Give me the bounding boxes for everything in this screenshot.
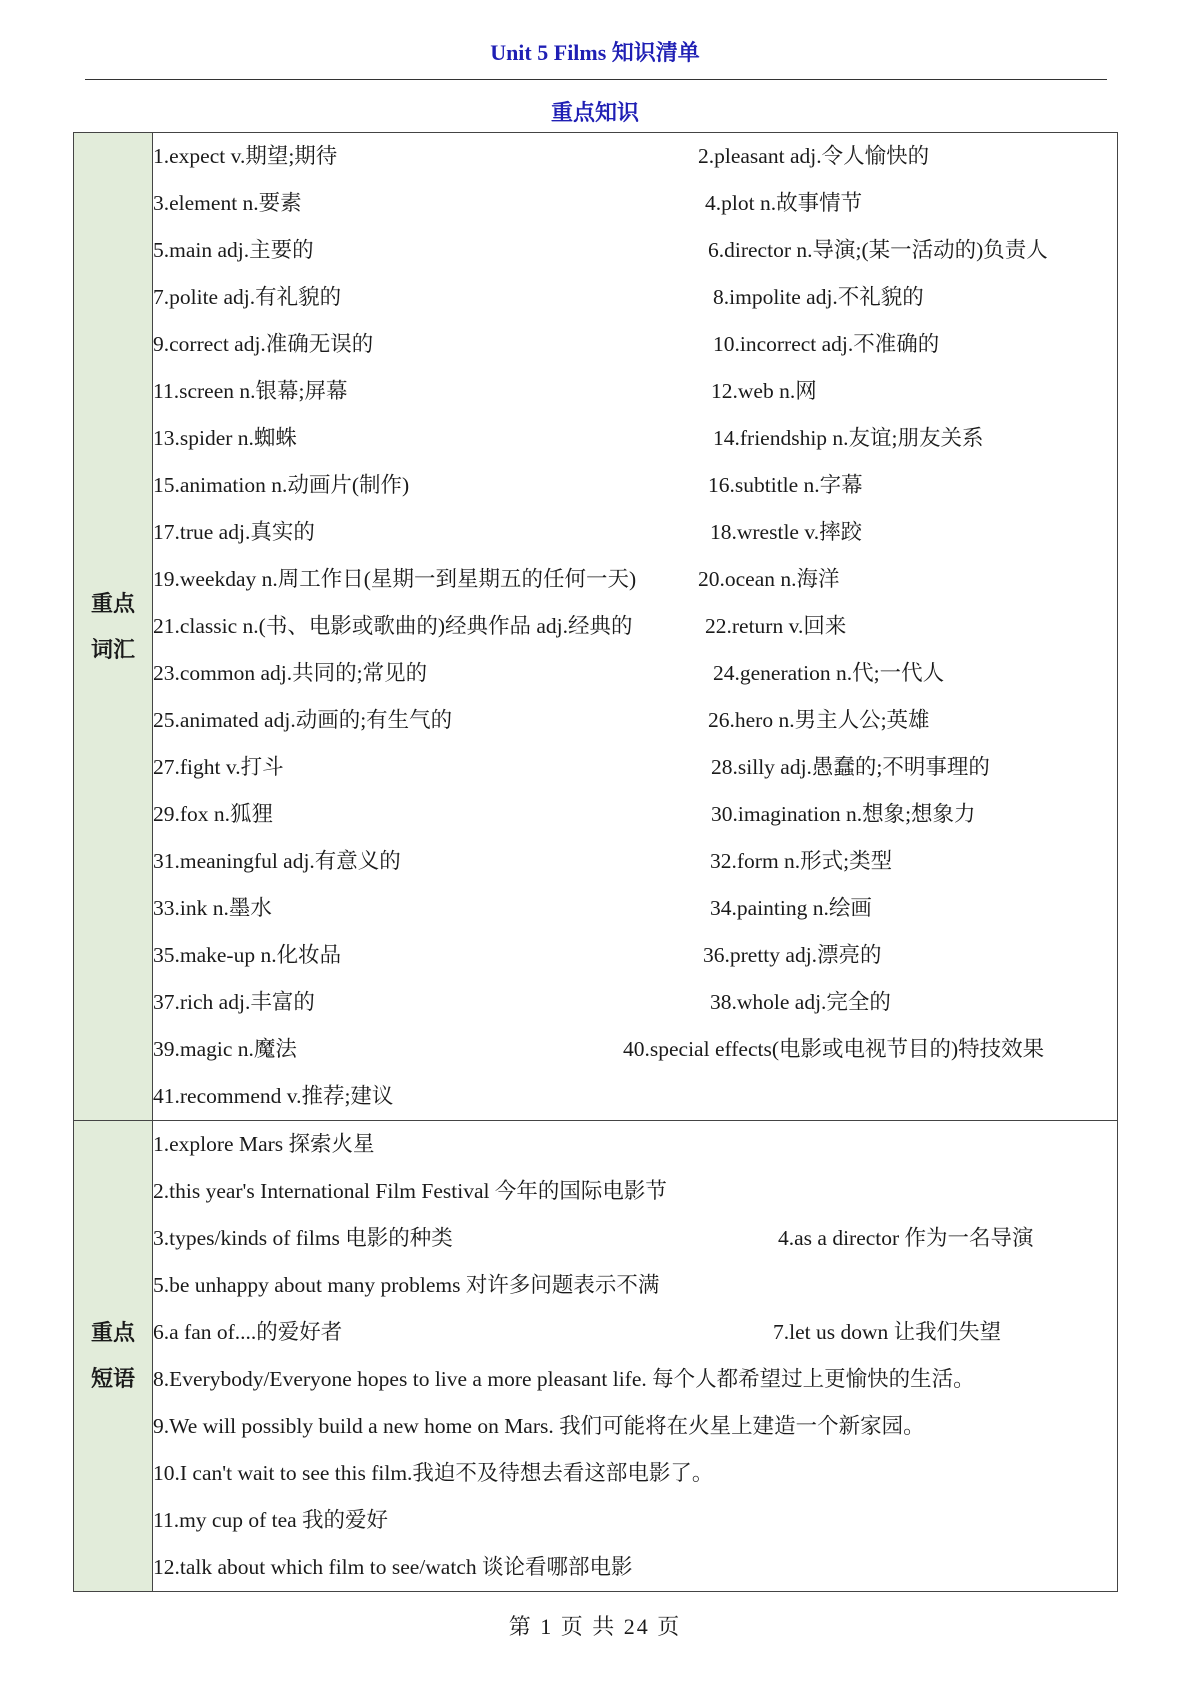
vocab-row bbox=[153, 885, 1117, 932]
vocab-row bbox=[153, 650, 1117, 697]
vocab-item: 12.web n.网 bbox=[711, 379, 817, 403]
vocab-item: 36.pretty adj.漂亮的 bbox=[703, 943, 882, 967]
vocab-item: 28.silly adj.愚蠢的;不明事理的 bbox=[711, 755, 990, 779]
phrase-item: 11.my cup of tea 我的爱好 bbox=[153, 1508, 389, 1532]
vocab-item: 40.special effects(电影或电视节目的)特技效果 bbox=[623, 1037, 1045, 1061]
vocab-item: 3.element n.要素 bbox=[153, 191, 302, 215]
phrase-row bbox=[153, 1497, 1117, 1544]
vocab-row bbox=[153, 321, 1117, 368]
vocab-item: 17.true adj.真实的 bbox=[153, 520, 315, 544]
vocab-item: 23.common adj.共同的;常见的 bbox=[153, 661, 428, 685]
vocab-item: 33.ink n.墨水 bbox=[153, 896, 272, 920]
vocab-item: 1.expect v.期望;期待 bbox=[153, 144, 338, 168]
vocab-item: 7.polite adj.有礼貌的 bbox=[153, 285, 342, 309]
vocab-item: 4.plot n.故事情节 bbox=[705, 191, 863, 215]
vocab-row bbox=[153, 509, 1117, 556]
phrase-item: 3.types/kinds of films 电影的种类 bbox=[153, 1226, 453, 1250]
vocab-row bbox=[153, 462, 1117, 509]
vocab-row bbox=[153, 838, 1117, 885]
vocab-item: 21.classic n.(书、电影或歌曲的)经典作品 adj.经典的 bbox=[153, 614, 633, 638]
phrase-row bbox=[153, 1168, 1117, 1215]
vocab-item: 13.spider n.蜘蛛 bbox=[153, 426, 297, 450]
vocab-item: 24.generation n.代;一代人 bbox=[713, 661, 945, 685]
vocab-item: 18.wrestle v.摔跤 bbox=[710, 520, 863, 544]
phrase-list bbox=[153, 1121, 1118, 1592]
phrase-row bbox=[153, 1544, 1117, 1591]
vocab-item: 41.recommend v.推荐;建议 bbox=[153, 1084, 394, 1108]
vocab-row bbox=[153, 415, 1117, 462]
vocab-row bbox=[153, 603, 1117, 650]
vocab-item: 26.hero n.男主人公;英雄 bbox=[708, 708, 930, 732]
vocab-row bbox=[153, 791, 1117, 838]
vocab-item: 8.impolite adj.不礼貌的 bbox=[713, 285, 924, 309]
vocab-item: 25.animated adj.动画的;有生气的 bbox=[153, 708, 453, 732]
phrase-item: 4.as a director 作为一名导演 bbox=[778, 1226, 1034, 1250]
vocab-row bbox=[153, 368, 1117, 415]
vocab-item: 6.director n.导演;(某一活动的)负责人 bbox=[708, 238, 1048, 262]
vocab-category-cell bbox=[74, 133, 153, 1121]
vocab-item: 35.make-up n.化妆品 bbox=[153, 943, 342, 967]
vocab-row bbox=[153, 932, 1117, 979]
vocab-item: 39.magic n.魔法 bbox=[153, 1037, 297, 1061]
phrase-category-cell bbox=[74, 1121, 153, 1592]
phrase-item: 6.a fan of....的爱好者 bbox=[153, 1320, 343, 1344]
title-divider bbox=[85, 79, 1107, 80]
phrase-category-label-2: 短语 bbox=[90, 1366, 135, 1391]
phrase-row bbox=[153, 1356, 1117, 1403]
section-title: 重点知识 bbox=[550, 100, 639, 125]
vocab-item: 22.return v.回来 bbox=[705, 614, 847, 638]
phrase-item: 7.let us down 让我们失望 bbox=[773, 1320, 1002, 1344]
phrase-row bbox=[153, 1121, 1117, 1168]
vocab-category-label-1: 重点 bbox=[90, 590, 135, 616]
vocab-list bbox=[153, 133, 1118, 1121]
phrase-item: 5.be unhappy about many problems 对许多问题表示不满 bbox=[153, 1273, 660, 1297]
phrase-item: 2.this year's International Film Festival 今年的国际电影节 bbox=[153, 1179, 667, 1203]
vocab-row bbox=[153, 744, 1117, 791]
vocab-row bbox=[153, 274, 1117, 321]
phrase-category-label-1: 重点 bbox=[90, 1320, 135, 1345]
vocab-row bbox=[153, 697, 1117, 744]
vocab-item: 32.form n.形式;类型 bbox=[710, 849, 893, 873]
vocab-item: 19.weekday n.周工作日(星期一到星期五的任何一天) bbox=[153, 567, 637, 591]
phrase-row bbox=[153, 1215, 1117, 1262]
vocab-item: 29.fox n.狐狸 bbox=[153, 802, 274, 826]
document-title: Unit 5 Films 知识清单 bbox=[490, 40, 700, 65]
phrase-row bbox=[153, 1309, 1117, 1356]
vocab-section bbox=[74, 133, 1118, 1121]
vocab-item: 2.pleasant adj.令人愉快的 bbox=[698, 144, 930, 168]
page-footer: 第 1 页 共 24 页 bbox=[508, 1614, 682, 1639]
phrase-section bbox=[74, 1121, 1118, 1592]
vocab-item: 14.friendship n.友谊;朋友关系 bbox=[713, 426, 984, 450]
vocab-item: 20.ocean n.海洋 bbox=[698, 567, 840, 591]
phrase-item: 1.explore Mars 探索火星 bbox=[153, 1132, 375, 1156]
vocab-item: 11.screen n.银幕;屏幕 bbox=[153, 379, 348, 403]
vocab-item: 38.whole adj.完全的 bbox=[710, 990, 891, 1014]
knowledge-table bbox=[73, 132, 1118, 1592]
vocab-item: 31.meaningful adj.有意义的 bbox=[153, 849, 401, 873]
vocab-row bbox=[153, 979, 1117, 1026]
vocab-item: 16.subtitle n.字幕 bbox=[708, 473, 863, 497]
vocab-row bbox=[153, 227, 1117, 274]
vocab-row bbox=[153, 1026, 1117, 1073]
phrase-row bbox=[153, 1450, 1117, 1497]
vocab-item: 5.main adj.主要的 bbox=[153, 238, 314, 262]
vocab-item: 9.correct adj.准确无误的 bbox=[153, 332, 374, 356]
vocab-item: 30.imagination n.想象;想象力 bbox=[711, 802, 976, 826]
phrase-item: 12.talk about which film to see/watch 谈论看哪部电影 bbox=[153, 1555, 633, 1579]
vocab-item: 37.rich adj.丰富的 bbox=[153, 990, 315, 1014]
phrase-item: 9.We will possibly build a new home on Mars. 我们可能将在火星上建造一个新家园。 bbox=[153, 1414, 925, 1438]
vocab-row bbox=[153, 1073, 1117, 1120]
vocab-item: 27.fight v.打斗 bbox=[153, 755, 284, 779]
phrase-item: 10.I can't wait to see this film.我迫不及待想去看这部电影了。 bbox=[153, 1461, 714, 1485]
phrase-row bbox=[153, 1262, 1117, 1309]
vocab-item: 15.animation n.动画片(制作) bbox=[153, 473, 410, 497]
vocab-item: 34.painting n.绘画 bbox=[710, 896, 872, 920]
vocab-row bbox=[153, 556, 1117, 603]
vocab-row bbox=[153, 133, 1117, 180]
vocab-category-label-2: 词汇 bbox=[90, 636, 135, 662]
phrase-row bbox=[153, 1403, 1117, 1450]
vocab-row bbox=[153, 180, 1117, 227]
phrase-item: 8.Everybody/Everyone hopes to live a more pleasant life. 每个人都希望过上更愉快的生活。 bbox=[153, 1367, 975, 1391]
vocab-item: 10.incorrect adj.不准确的 bbox=[713, 332, 940, 356]
